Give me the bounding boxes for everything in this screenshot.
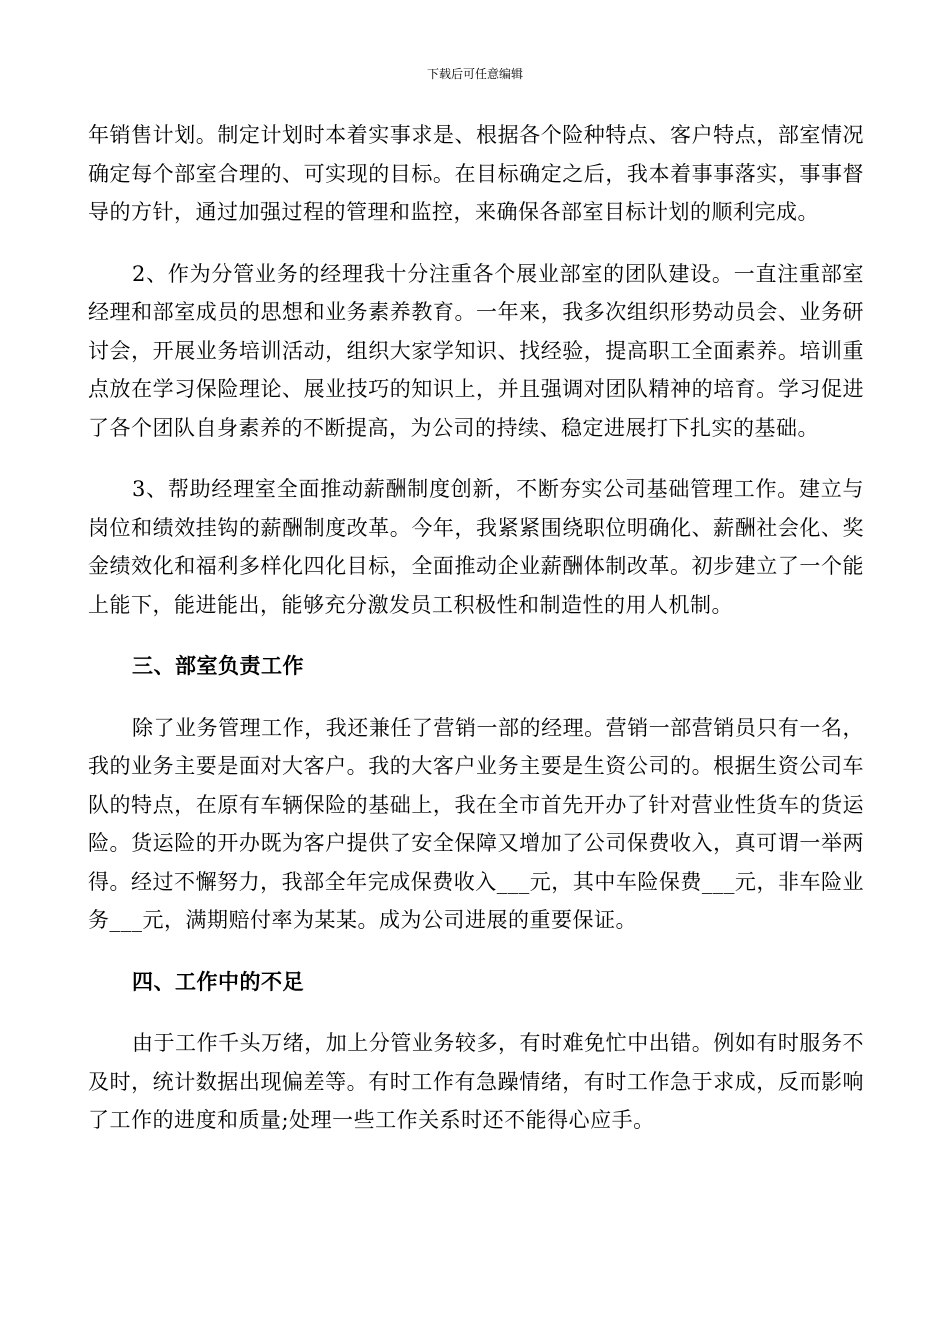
section-heading-shortcomings: 四、工作中的不足 (132, 968, 304, 994)
section-heading-department-work: 三、部室负责工作 (132, 653, 304, 678)
paragraph-department-work: 除了业务管理工作，我还兼任了营销一部的经理。营销一部营销员只有一名，我的业务主要是面对大客户。我的大客户业务主要是生资公司的。根据生资公司车队的特点，在原有车辆保险的基础上，我在全市首先开办了针对营业性货车的货运险。货运险的开办既为客户提供了安全保障又增加了公司保费收入，真可谓一举两得。经过不懈努力，我部全年完成保费收入___元，其中车险保费___元，非车险业务___元，满期赔付率为某某。成为公司进展的重要保证。 (88, 715, 864, 932)
paragraph-shortcomings: 由于工作千头万绪，加上分管业务较多，有时难免忙中出错。例如有时服务不及时，统计数据出现偏差等。有时工作有急躁情绪，有时工作急于求成，反而影响了工作的进度和质量;处理一些工作关系时还不能得心应手。 (88, 1031, 864, 1132)
paragraph-sales-plan: 年销售计划。制定计划时本着实事求是、根据各个险种特点、客户特点，部室情况确定每个部室合理的、可实现的目标。在目标确定之后，我本着事事落实，事事督导的方针，通过加强过程的管理和监控，来确保各部室目标计划的顺利完成。 (88, 123, 864, 224)
paragraph-team-building: 2、作为分管业务的经理我十分注重各个展业部室的团队建设。一直注重部室经理和部室成员的思想和业务素养教育。一年来，我多次组织形势动员会、业务研讨会，开展业务培训活动，组织大家学知识、找经验，提高职工全面素养。培训重点放在学习保险理论、展业技巧的知识上，并且强调对团队精神的培育。学习促进了各个团队自身素养的不断提高，为公司的持续、稳定进展打下扎实的基础。 (88, 261, 864, 440)
document-body (88, 116, 864, 1140)
page-header: 下载后可任意编辑 (426, 67, 523, 81)
paragraph-salary-reform: 3、帮助经理室全面推动薪酬制度创新，不断夯实公司基础管理工作。建立与岗位和绩效挂钩的薪酬制度改革。今年，我紧紧围绕职位明确化、薪酬社会化、奖金绩效化和福利多样化四化目标，全面推动企业薪酬体制改革。初步建立了一个能上能下，能进能出，能够充分激发员工积极性和制造性的用人机制。 (88, 477, 864, 617)
